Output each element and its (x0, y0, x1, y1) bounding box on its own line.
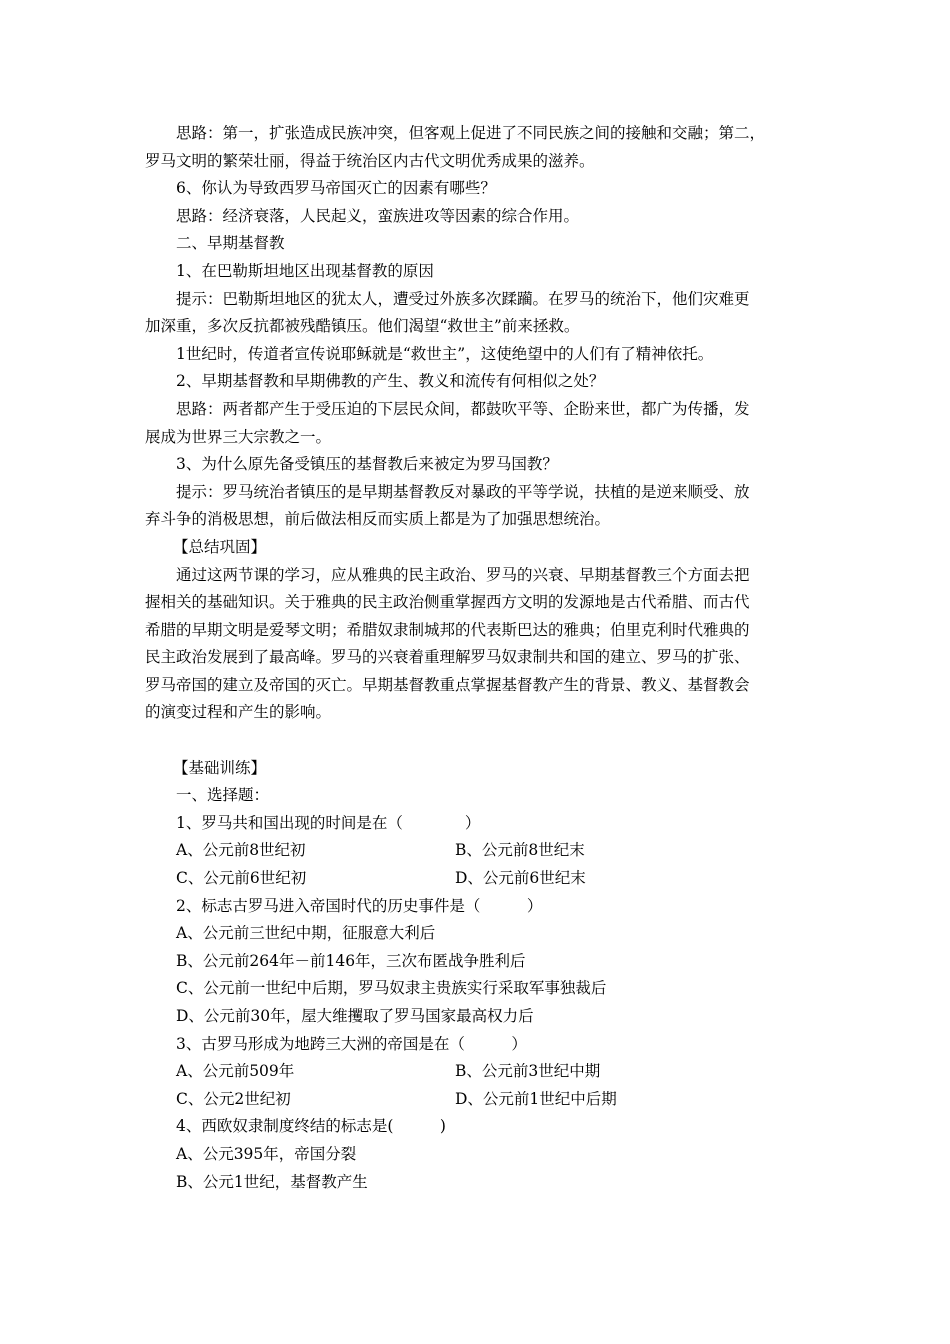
training-section: 一、选择题： (176, 786, 270, 805)
option-b: B、公元前8世纪末 (455, 841, 585, 860)
option-row (145, 837, 810, 865)
question-line: 3、为什么原先备受镇压的基督教后来被定为罗马国教？ (176, 455, 558, 474)
summary-line: 民主政治发展到了最高峰。罗马的兴衰着重理解罗马奴隶制共和国的建立、罗马的扩张、 (145, 648, 750, 667)
option-c: C、公元前6世纪初 (176, 869, 307, 888)
question-stem: 2、标志古罗马进入帝国时代的历史事件是（ ） (176, 896, 543, 915)
option-b: B、公元前3世纪中期 (455, 1062, 601, 1081)
summary-line: 希腊的早期文明是爱琴文明；希腊奴隶制城邦的代表斯巴达的雅典；伯里克利时代雅典的 (145, 620, 750, 639)
question-stem: 4、西欧奴隶制度终结的标志是( ) (176, 1117, 446, 1136)
option-a: A、公元395年，帝国分裂 (176, 1144, 357, 1163)
summary-line: 通过这两节课的学习，应从雅典的民主政治、罗马的兴衰、早期基督教三个方面去把 (176, 565, 750, 584)
question-stem: 1、罗马共和国出现的时间是在（ ） (176, 813, 481, 832)
summary-line: 握相关的基础知识。关于雅典的民主政治侧重掌握西方文明的发源地是古代希腊、而古代 (145, 593, 750, 612)
option-a: A、公元前509年 (176, 1062, 295, 1081)
option-row (145, 865, 810, 893)
document-page (145, 120, 810, 1196)
blank-line (145, 727, 810, 755)
paragraph-line: 提示：巴勒斯坦地区的犹太人，遭受过外族多次蹂躏。在罗马的统治下，他们灾难更 (176, 289, 750, 308)
question-stem: 3、古罗马形成为地跨三大洲的帝国是在（ ） (176, 1034, 527, 1053)
paragraph-line: 思路：第一，扩张造成民族冲突，但客观上促进了不同民族之间的接触和交融；第二， (176, 124, 766, 142)
option-d: D、公元前1世纪中后期 (455, 1089, 617, 1108)
option-c: C、公元前一世纪中后期，罗马奴隶主贵族实行采取军事独裁后 (176, 979, 607, 998)
option-b: B、公元1世纪，基督教产生 (176, 1172, 368, 1191)
option-a: A、公元前8世纪初 (176, 841, 306, 860)
question-line: 1、在巴勒斯坦地区出现基督教的原因 (176, 261, 434, 280)
section-heading: 二、早期基督教 (176, 234, 285, 253)
option-a: A、公元前三世纪中期，征服意大利后 (176, 924, 436, 943)
option-d: D、公元前30年，屋大维攫取了罗马国家最高权力后 (176, 1007, 534, 1025)
paragraph-line: 加深重，多次反抗都被残酷镇压。他们渴望“救世主”前来拯救。 (145, 317, 580, 336)
paragraph-line: 罗马文明的繁荣壮丽，得益于统治区内古代文明优秀成果的滋养。 (145, 151, 595, 170)
paragraph-line: 1世纪时，传道者宣传说耶稣就是“救世主”，这使绝望中的人们有了精神依托。 (176, 344, 714, 363)
paragraph-line: 思路：两者都产生于受压迫的下层民众间，都鼓吹平等、企盼来世，都广为传播，发 (176, 399, 750, 418)
training-heading: 【基础训练】 (173, 758, 267, 777)
option-c: C、公元2世纪初 (176, 1089, 291, 1108)
paragraph-line: 思路：经济衰落，人民起义，蛮族进攻等因素的综合作用。 (176, 206, 580, 225)
question-line: 6、你认为导致西罗马帝国灭亡的因素有哪些？ (176, 179, 496, 198)
summary-line: 的演变过程和产生的影响。 (145, 703, 332, 722)
summary-heading: 【总结巩固】 (173, 537, 267, 556)
paragraph-line: 展成为世界三大宗教之一。 (145, 427, 332, 446)
option-row (145, 1086, 810, 1114)
question-line: 2、早期基督教和早期佛教的产生、教义和流传有何相似之处？ (176, 372, 605, 391)
option-d: D、公元前6世纪末 (455, 869, 586, 888)
paragraph-line: 弃斗争的消极思想，前后做法相反而实质上都是为了加强思想统治。 (145, 510, 611, 529)
option-b: B、公元前264年－前146年，三次布匿战争胜利后 (176, 951, 526, 970)
option-row (145, 1058, 810, 1086)
summary-line: 罗马帝国的建立及帝国的灭亡。早期基督教重点掌握基督教产生的背景、教义、基督教会 (145, 675, 750, 694)
paragraph-line: 提示：罗马统治者镇压的是早期基督教反对暴政的平等学说，扶植的是逆来顺受、放 (176, 482, 750, 501)
